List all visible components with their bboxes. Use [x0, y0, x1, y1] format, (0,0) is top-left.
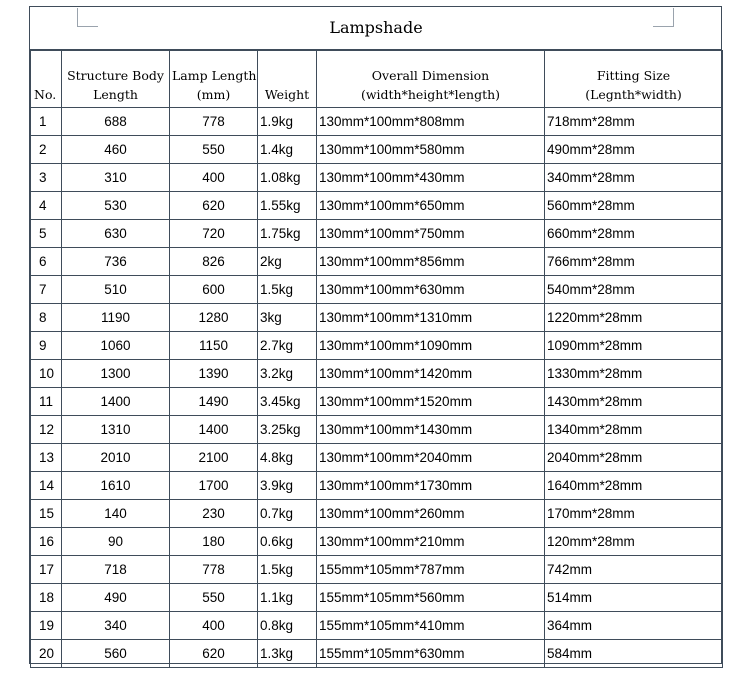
- cell-structure-length: 1060: [62, 332, 170, 360]
- table-row: [31, 332, 723, 360]
- header-fitting-line1: Fitting Size: [596, 68, 671, 83]
- table-row: [31, 248, 723, 276]
- cell-structure-length: 630: [62, 220, 170, 248]
- cell-no: 20: [31, 640, 62, 668]
- header-structure-length: [62, 51, 170, 108]
- cell-lamp-length: 400: [170, 164, 258, 192]
- cell-structure-length: 1190: [62, 304, 170, 332]
- cell-lamp-length: 600: [170, 276, 258, 304]
- table-body: [31, 108, 723, 668]
- cell-overall-dimension: 130mm*100mm*430mm: [317, 164, 545, 192]
- cell-lamp-length: 400: [170, 612, 258, 640]
- cell-lamp-length: 230: [170, 500, 258, 528]
- cell-weight: 0.6kg: [258, 528, 317, 556]
- header-lamp-length: [170, 51, 258, 108]
- cell-no: 17: [31, 556, 62, 584]
- cell-structure-length: 1400: [62, 388, 170, 416]
- table-row: [31, 220, 723, 248]
- cell-no: 14: [31, 472, 62, 500]
- cell-no: 15: [31, 500, 62, 528]
- cell-weight: 4.8kg: [258, 444, 317, 472]
- table-row: [31, 640, 723, 668]
- cell-fitting-size: 1340mm*28mm: [545, 416, 723, 444]
- table-row: [31, 416, 723, 444]
- header-structure-line2: Length: [93, 87, 138, 102]
- cell-structure-length: 490: [62, 584, 170, 612]
- cell-fitting-size: 340mm*28mm: [545, 164, 723, 192]
- cell-overall-dimension: 130mm*100mm*1420mm: [317, 360, 545, 388]
- cell-structure-length: 140: [62, 500, 170, 528]
- table-row: [31, 304, 723, 332]
- cell-fitting-size: 1330mm*28mm: [545, 360, 723, 388]
- cell-weight: 1.9kg: [258, 108, 317, 136]
- cell-structure-length: 688: [62, 108, 170, 136]
- cell-no: 6: [31, 248, 62, 276]
- table-header: [31, 51, 723, 108]
- cell-no: 12: [31, 416, 62, 444]
- cell-structure-length: 460: [62, 136, 170, 164]
- cell-overall-dimension: 130mm*100mm*1430mm: [317, 416, 545, 444]
- cell-overall-dimension: 130mm*100mm*1310mm: [317, 304, 545, 332]
- cell-structure-length: 736: [62, 248, 170, 276]
- cell-structure-length: 310: [62, 164, 170, 192]
- table-row: [31, 500, 723, 528]
- cell-structure-length: 510: [62, 276, 170, 304]
- cell-structure-length: 1610: [62, 472, 170, 500]
- cell-structure-length: 2010: [62, 444, 170, 472]
- cell-lamp-length: 1150: [170, 332, 258, 360]
- cell-lamp-length: 620: [170, 192, 258, 220]
- cell-overall-dimension: 130mm*100mm*650mm: [317, 192, 545, 220]
- cell-weight: 1.5kg: [258, 556, 317, 584]
- cell-weight: 1.1kg: [258, 584, 317, 612]
- cell-no: 5: [31, 220, 62, 248]
- table-row: [31, 444, 723, 472]
- cell-fitting-size: 540mm*28mm: [545, 276, 723, 304]
- cell-fitting-size: 584mm: [545, 640, 723, 668]
- cell-weight: 3kg: [258, 304, 317, 332]
- cell-fitting-size: 2040mm*28mm: [545, 444, 723, 472]
- cell-weight: 3.2kg: [258, 360, 317, 388]
- cell-no: 10: [31, 360, 62, 388]
- cell-overall-dimension: 130mm*100mm*2040mm: [317, 444, 545, 472]
- cell-fitting-size: 660mm*28mm: [545, 220, 723, 248]
- table-row: [31, 276, 723, 304]
- cell-overall-dimension: 130mm*100mm*1520mm: [317, 388, 545, 416]
- cell-overall-dimension: 130mm*100mm*580mm: [317, 136, 545, 164]
- cell-fitting-size: 1640mm*28mm: [545, 472, 723, 500]
- cell-lamp-length: 550: [170, 136, 258, 164]
- cell-no: 19: [31, 612, 62, 640]
- header-overall-line1: Overall Dimension: [371, 68, 490, 83]
- cell-fitting-size: 766mm*28mm: [545, 248, 723, 276]
- cell-weight: 0.7kg: [258, 500, 317, 528]
- header-structure-line1: Structure Body: [67, 68, 164, 83]
- cell-structure-length: 718: [62, 556, 170, 584]
- cell-lamp-length: 1390: [170, 360, 258, 388]
- cell-no: 13: [31, 444, 62, 472]
- cell-structure-length: 530: [62, 192, 170, 220]
- cell-weight: 3.9kg: [258, 472, 317, 500]
- cell-lamp-length: 550: [170, 584, 258, 612]
- table-row: [31, 164, 723, 192]
- cell-overall-dimension: 130mm*100mm*808mm: [317, 108, 545, 136]
- header-row: [31, 51, 723, 108]
- cell-fitting-size: 560mm*28mm: [545, 192, 723, 220]
- cell-weight: 1.55kg: [258, 192, 317, 220]
- cell-lamp-length: 620: [170, 640, 258, 668]
- cell-overall-dimension: 155mm*105mm*410mm: [317, 612, 545, 640]
- cell-overall-dimension: 155mm*105mm*630mm: [317, 640, 545, 668]
- cell-structure-length: 90: [62, 528, 170, 556]
- cell-lamp-length: 778: [170, 108, 258, 136]
- table-row: [31, 136, 723, 164]
- cell-fitting-size: 490mm*28mm: [545, 136, 723, 164]
- cell-overall-dimension: 130mm*100mm*750mm: [317, 220, 545, 248]
- cell-lamp-length: 778: [170, 556, 258, 584]
- table-title: Lampshade: [30, 6, 722, 50]
- cell-no: 4: [31, 192, 62, 220]
- cell-fitting-size: 1430mm*28mm: [545, 388, 723, 416]
- cell-structure-length: 1310: [62, 416, 170, 444]
- table-row: [31, 472, 723, 500]
- cell-fitting-size: 170mm*28mm: [545, 500, 723, 528]
- cell-no: 7: [31, 276, 62, 304]
- cell-structure-length: 1300: [62, 360, 170, 388]
- cell-overall-dimension: 130mm*100mm*210mm: [317, 528, 545, 556]
- cell-weight: 1.08kg: [258, 164, 317, 192]
- table-row: [31, 192, 723, 220]
- cell-weight: 3.25kg: [258, 416, 317, 444]
- cell-no: 16: [31, 528, 62, 556]
- cell-lamp-length: 1700: [170, 472, 258, 500]
- cell-overall-dimension: 130mm*100mm*260mm: [317, 500, 545, 528]
- table-row: [31, 388, 723, 416]
- cell-fitting-size: 364mm: [545, 612, 723, 640]
- cell-lamp-length: 826: [170, 248, 258, 276]
- cell-fitting-size: 1220mm*28mm: [545, 304, 723, 332]
- cell-overall-dimension: 155mm*105mm*560mm: [317, 584, 545, 612]
- cell-structure-length: 560: [62, 640, 170, 668]
- cell-no: 18: [31, 584, 62, 612]
- cell-no: 8: [31, 304, 62, 332]
- table-row: [31, 528, 723, 556]
- cell-structure-length: 340: [62, 612, 170, 640]
- table-row: [31, 612, 723, 640]
- cell-no: 9: [31, 332, 62, 360]
- header-overall-dimension: [317, 51, 545, 108]
- header-fitting-line2: (Legnth*width): [585, 87, 682, 102]
- cell-no: 1: [31, 108, 62, 136]
- cell-overall-dimension: 130mm*100mm*1090mm: [317, 332, 545, 360]
- header-weight: Weight: [258, 51, 317, 108]
- cell-overall-dimension: 155mm*105mm*787mm: [317, 556, 545, 584]
- cell-fitting-size: 120mm*28mm: [545, 528, 723, 556]
- cell-overall-dimension: 130mm*100mm*856mm: [317, 248, 545, 276]
- cell-lamp-length: 1280: [170, 304, 258, 332]
- table-row: [31, 556, 723, 584]
- cell-weight: 0.8kg: [258, 612, 317, 640]
- cell-no: 3: [31, 164, 62, 192]
- table-row: [31, 108, 723, 136]
- cell-fitting-size: 514mm: [545, 584, 723, 612]
- cell-lamp-length: 2100: [170, 444, 258, 472]
- cell-weight: 2.7kg: [258, 332, 317, 360]
- cell-lamp-length: 1490: [170, 388, 258, 416]
- cell-lamp-length: 1400: [170, 416, 258, 444]
- header-lamp-line2: (mm): [196, 87, 231, 102]
- header-fitting-size: [545, 51, 723, 108]
- cell-fitting-size: 742mm: [545, 556, 723, 584]
- cell-weight: 1.5kg: [258, 276, 317, 304]
- cell-weight: 1.3kg: [258, 640, 317, 668]
- spec-table: [30, 50, 723, 668]
- cell-weight: 2kg: [258, 248, 317, 276]
- cell-weight: 1.4kg: [258, 136, 317, 164]
- table-row: [31, 584, 723, 612]
- cell-weight: 1.75kg: [258, 220, 317, 248]
- cell-lamp-length: 720: [170, 220, 258, 248]
- cell-no: 11: [31, 388, 62, 416]
- cell-no: 2: [31, 136, 62, 164]
- cell-weight: 3.45kg: [258, 388, 317, 416]
- cell-fitting-size: 718mm*28mm: [545, 108, 723, 136]
- table-row: [31, 360, 723, 388]
- header-overall-line2: (width*height*length): [360, 87, 501, 102]
- header-no: No.: [31, 51, 62, 108]
- header-lamp-line1: Lamp Length: [172, 68, 257, 83]
- cell-lamp-length: 180: [170, 528, 258, 556]
- cell-fitting-size: 1090mm*28mm: [545, 332, 723, 360]
- cell-overall-dimension: 130mm*100mm*1730mm: [317, 472, 545, 500]
- cell-overall-dimension: 130mm*100mm*630mm: [317, 276, 545, 304]
